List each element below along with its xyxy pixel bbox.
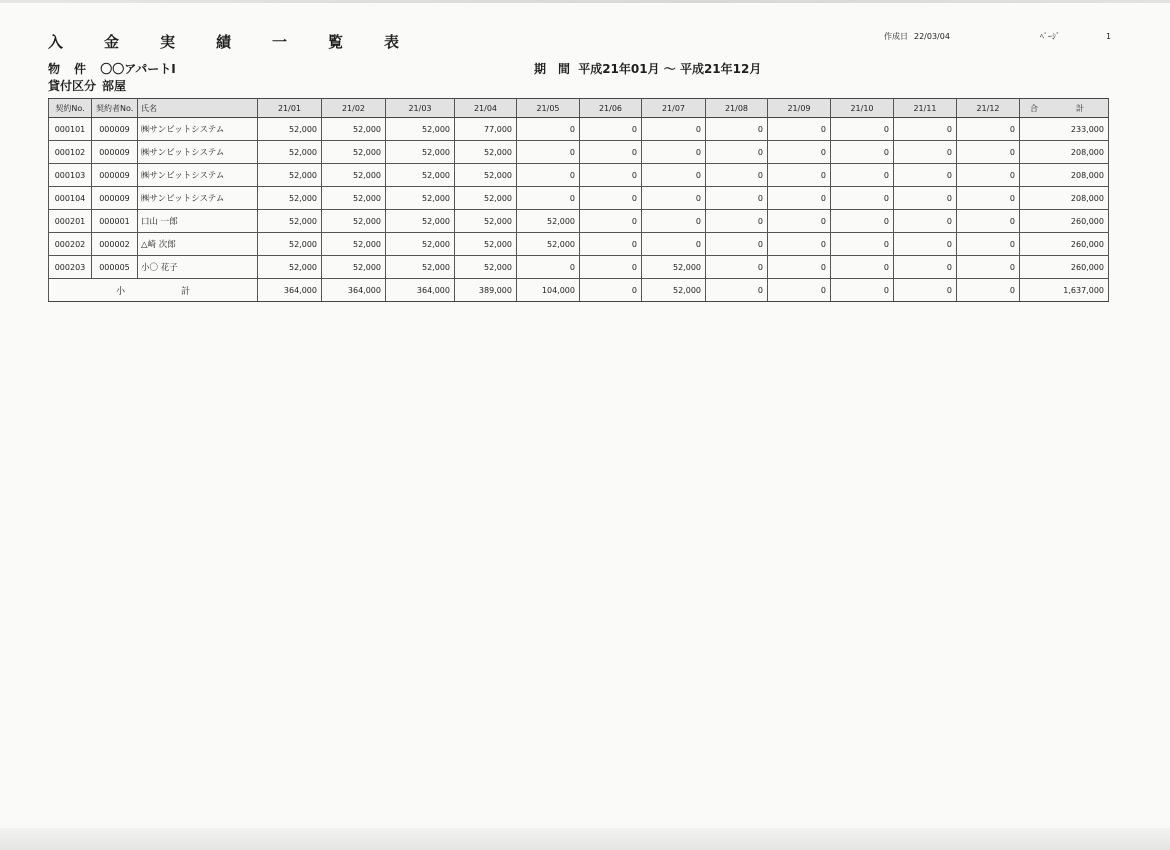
table-row bbox=[49, 233, 1109, 256]
month-cell: 0 bbox=[831, 118, 894, 141]
subtotal-cell: 0 bbox=[894, 279, 957, 302]
row-total-cell: 208,000 bbox=[1020, 141, 1109, 164]
col-month: 21/11 bbox=[894, 99, 957, 118]
title-char: 表 bbox=[384, 33, 401, 51]
month-cell: 52,000 bbox=[258, 118, 322, 141]
name-cell: △崎 次郎 bbox=[138, 233, 258, 256]
page-number bbox=[1040, 31, 1111, 42]
rental-label: 貸付区分 bbox=[48, 79, 97, 93]
month-cell: 52,000 bbox=[322, 210, 386, 233]
party-no-cell: 000009 bbox=[92, 187, 138, 210]
table-row bbox=[49, 187, 1109, 210]
col-month: 21/06 bbox=[580, 99, 642, 118]
month-cell: 0 bbox=[831, 141, 894, 164]
contract-no-cell: 000101 bbox=[49, 118, 92, 141]
report-title bbox=[48, 31, 440, 52]
name-cell: ㈱サンビットシステム bbox=[138, 118, 258, 141]
row-total-cell: 233,000 bbox=[1020, 118, 1109, 141]
payment-table bbox=[48, 98, 1109, 302]
table-row bbox=[49, 164, 1109, 187]
col-party-no: 契約者No. bbox=[92, 99, 138, 118]
col-total-a: 合 bbox=[1030, 103, 1038, 113]
month-cell: 0 bbox=[831, 210, 894, 233]
month-cell: 0 bbox=[768, 118, 831, 141]
month-cell: 0 bbox=[894, 233, 957, 256]
table-row bbox=[49, 210, 1109, 233]
month-cell: 0 bbox=[706, 187, 768, 210]
party-no-cell: 000009 bbox=[92, 118, 138, 141]
col-month: 21/07 bbox=[642, 99, 706, 118]
title-char: 績 bbox=[216, 33, 233, 51]
subtotal-cell: 0 bbox=[768, 279, 831, 302]
month-cell: 52,000 bbox=[386, 233, 455, 256]
month-cell: 52,000 bbox=[455, 141, 517, 164]
subtotal-cell: 104,000 bbox=[517, 279, 580, 302]
period-value: 平成21年01月 ～ 平成21年12月 bbox=[578, 62, 762, 76]
subtotal-cell: 0 bbox=[706, 279, 768, 302]
month-cell: 0 bbox=[831, 164, 894, 187]
month-cell: 52,000 bbox=[386, 164, 455, 187]
party-no-cell: 000002 bbox=[92, 233, 138, 256]
row-total-cell: 208,000 bbox=[1020, 187, 1109, 210]
month-cell: 0 bbox=[706, 233, 768, 256]
month-cell: 0 bbox=[894, 256, 957, 279]
contract-no-cell: 000203 bbox=[49, 256, 92, 279]
property-value: 〇〇アパートI bbox=[100, 62, 176, 76]
subtotal-cell: 52,000 bbox=[642, 279, 706, 302]
title-char: 入 bbox=[48, 33, 65, 51]
month-cell: 0 bbox=[706, 118, 768, 141]
contract-no-cell: 000102 bbox=[49, 141, 92, 164]
month-cell: 0 bbox=[894, 210, 957, 233]
col-name: 氏名 bbox=[138, 99, 258, 118]
month-cell: 52,000 bbox=[322, 141, 386, 164]
scan-edge-bottom bbox=[0, 828, 1170, 850]
col-month: 21/10 bbox=[831, 99, 894, 118]
row-total-cell: 260,000 bbox=[1020, 233, 1109, 256]
month-cell: 52,000 bbox=[258, 210, 322, 233]
subtotal-cell: 0 bbox=[957, 279, 1020, 302]
month-cell: 0 bbox=[580, 118, 642, 141]
month-cell: 52,000 bbox=[455, 256, 517, 279]
month-cell: 0 bbox=[580, 233, 642, 256]
subtotal-cell: 0 bbox=[831, 279, 894, 302]
month-cell: 52,000 bbox=[386, 118, 455, 141]
month-cell: 52,000 bbox=[258, 164, 322, 187]
month-cell: 0 bbox=[580, 256, 642, 279]
table-row bbox=[49, 118, 1109, 141]
month-cell: 0 bbox=[831, 187, 894, 210]
month-cell: 52,000 bbox=[455, 210, 517, 233]
month-cell: 77,000 bbox=[455, 118, 517, 141]
created-label: 作成日 bbox=[884, 32, 908, 41]
contract-no-cell: 000104 bbox=[49, 187, 92, 210]
subtotal-total-cell: 1,637,000 bbox=[1020, 279, 1109, 302]
month-cell: 52,000 bbox=[642, 256, 706, 279]
month-cell: 52,000 bbox=[455, 233, 517, 256]
month-cell: 0 bbox=[580, 210, 642, 233]
table-header bbox=[49, 99, 1109, 118]
month-cell: 0 bbox=[706, 210, 768, 233]
month-cell: 0 bbox=[768, 164, 831, 187]
rental-value: 部屋 bbox=[102, 79, 127, 93]
row-total-cell: 260,000 bbox=[1020, 256, 1109, 279]
col-month: 21/02 bbox=[322, 99, 386, 118]
month-cell: 52,000 bbox=[517, 233, 580, 256]
col-month: 21/08 bbox=[706, 99, 768, 118]
month-cell: 0 bbox=[642, 141, 706, 164]
name-cell: 小〇 花子 bbox=[138, 256, 258, 279]
subtotal-cell: 0 bbox=[580, 279, 642, 302]
month-cell: 0 bbox=[957, 210, 1020, 233]
col-month: 21/04 bbox=[455, 99, 517, 118]
subtotal-cell: 364,000 bbox=[258, 279, 322, 302]
party-no-cell: 000005 bbox=[92, 256, 138, 279]
month-cell: 0 bbox=[642, 118, 706, 141]
table-row bbox=[49, 141, 1109, 164]
subtotal-row bbox=[49, 279, 1109, 302]
month-cell: 0 bbox=[768, 210, 831, 233]
month-cell: 0 bbox=[831, 233, 894, 256]
month-cell: 52,000 bbox=[386, 210, 455, 233]
month-cell: 52,000 bbox=[322, 256, 386, 279]
month-cell: 0 bbox=[957, 164, 1020, 187]
month-cell: 0 bbox=[957, 256, 1020, 279]
month-cell: 0 bbox=[706, 256, 768, 279]
subtotal-cell: 389,000 bbox=[455, 279, 517, 302]
scan-edge-top bbox=[0, 0, 1170, 3]
month-cell: 0 bbox=[894, 118, 957, 141]
col-contract-no: 契約No. bbox=[49, 99, 92, 118]
party-no-cell: 000009 bbox=[92, 141, 138, 164]
col-total bbox=[1020, 99, 1109, 118]
month-cell: 0 bbox=[831, 256, 894, 279]
month-cell: 52,000 bbox=[386, 256, 455, 279]
col-month: 21/01 bbox=[258, 99, 322, 118]
month-cell: 0 bbox=[768, 256, 831, 279]
col-month: 21/12 bbox=[957, 99, 1020, 118]
month-cell: 0 bbox=[517, 164, 580, 187]
created-date bbox=[884, 31, 950, 42]
month-cell: 0 bbox=[894, 187, 957, 210]
month-cell: 0 bbox=[957, 118, 1020, 141]
name-cell: ㈱サンビットシステム bbox=[138, 164, 258, 187]
rental-line bbox=[48, 77, 126, 94]
table-body bbox=[49, 118, 1109, 279]
month-cell: 0 bbox=[957, 187, 1020, 210]
month-cell: 0 bbox=[768, 233, 831, 256]
month-cell: 52,000 bbox=[322, 233, 386, 256]
month-cell: 52,000 bbox=[258, 187, 322, 210]
property-line bbox=[48, 60, 176, 77]
subtotal-label-b: 計 bbox=[181, 286, 191, 297]
month-cell: 52,000 bbox=[258, 233, 322, 256]
table-row bbox=[49, 256, 1109, 279]
month-cell: 0 bbox=[706, 164, 768, 187]
row-total-cell: 260,000 bbox=[1020, 210, 1109, 233]
period-label: 期間 bbox=[534, 62, 583, 76]
subtotal-cell: 364,000 bbox=[322, 279, 386, 302]
month-cell: 52,000 bbox=[455, 187, 517, 210]
month-cell: 0 bbox=[642, 164, 706, 187]
name-cell: ㈱サンビットシステム bbox=[138, 141, 258, 164]
title-char: 金 bbox=[104, 33, 121, 51]
subtotal-cell: 364,000 bbox=[386, 279, 455, 302]
month-cell: 0 bbox=[957, 141, 1020, 164]
contract-no-cell: 000202 bbox=[49, 233, 92, 256]
month-cell: 52,000 bbox=[517, 210, 580, 233]
month-cell: 0 bbox=[517, 256, 580, 279]
month-cell: 0 bbox=[768, 141, 831, 164]
col-month: 21/05 bbox=[517, 99, 580, 118]
month-cell: 52,000 bbox=[386, 141, 455, 164]
month-cell: 52,000 bbox=[322, 187, 386, 210]
col-month: 21/03 bbox=[386, 99, 455, 118]
month-cell: 0 bbox=[580, 141, 642, 164]
month-cell: 52,000 bbox=[322, 164, 386, 187]
month-cell: 0 bbox=[894, 164, 957, 187]
title-char: 実 bbox=[160, 33, 177, 51]
month-cell: 0 bbox=[768, 187, 831, 210]
month-cell: 0 bbox=[706, 141, 768, 164]
month-cell: 0 bbox=[642, 187, 706, 210]
col-month: 21/09 bbox=[768, 99, 831, 118]
month-cell: 52,000 bbox=[258, 141, 322, 164]
month-cell: 0 bbox=[517, 141, 580, 164]
month-cell: 52,000 bbox=[386, 187, 455, 210]
title-char: 覧 bbox=[328, 33, 345, 51]
title-char: 一 bbox=[272, 33, 289, 51]
month-cell: 0 bbox=[894, 141, 957, 164]
name-cell: ㈱サンビットシステム bbox=[138, 187, 258, 210]
month-cell: 52,000 bbox=[322, 118, 386, 141]
header-row bbox=[49, 99, 1109, 118]
created-value: 22/03/04 bbox=[914, 32, 950, 41]
month-cell: 52,000 bbox=[258, 256, 322, 279]
month-cell: 52,000 bbox=[455, 164, 517, 187]
page-label: ﾍﾟｰｼﾞ bbox=[1040, 32, 1060, 41]
col-total-b: 計 bbox=[1076, 103, 1084, 113]
period-line bbox=[534, 60, 761, 77]
contract-no-cell: 000103 bbox=[49, 164, 92, 187]
month-cell: 0 bbox=[580, 164, 642, 187]
month-cell: 0 bbox=[580, 187, 642, 210]
month-cell: 0 bbox=[517, 187, 580, 210]
party-no-cell: 000001 bbox=[92, 210, 138, 233]
row-total-cell: 208,000 bbox=[1020, 164, 1109, 187]
month-cell: 0 bbox=[642, 233, 706, 256]
contract-no-cell: 000201 bbox=[49, 210, 92, 233]
party-no-cell: 000009 bbox=[92, 164, 138, 187]
subtotal-label bbox=[49, 279, 258, 302]
month-cell: 0 bbox=[957, 233, 1020, 256]
property-label: 物件 bbox=[48, 62, 101, 76]
name-cell: 口山 一郎 bbox=[138, 210, 258, 233]
month-cell: 0 bbox=[517, 118, 580, 141]
subtotal-label-a: 小 bbox=[115, 286, 125, 297]
page-value: 1 bbox=[1106, 32, 1112, 41]
month-cell: 0 bbox=[642, 210, 706, 233]
table-footer bbox=[49, 279, 1109, 302]
